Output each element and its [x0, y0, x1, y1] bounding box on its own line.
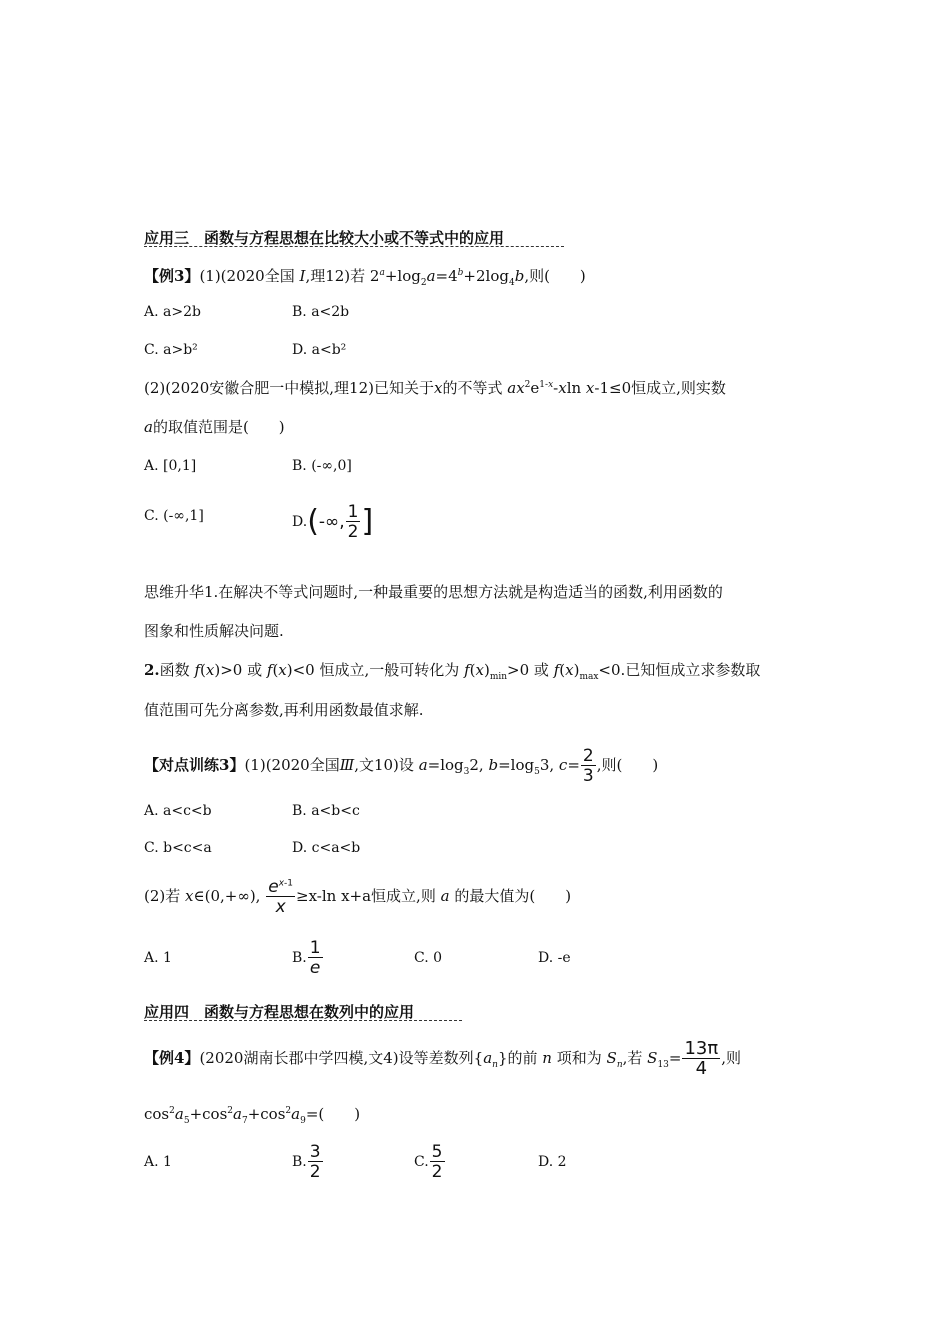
option-a: A. [0,1]	[144, 458, 197, 474]
option-b: B. a<b<c	[292, 803, 360, 819]
option-c: C. (-∞,1]	[144, 508, 204, 524]
example-4-question: 【例4】(2020湖南长郡中学四模,文4)设等差数列$\{a_n\}$的前 n 项和为 $S_n$,若 $S_{13}=$ $\frac{13\pi}{4}$ ,则	[144, 1037, 742, 1079]
option-b: B. (-∞,0]	[292, 458, 352, 474]
option-c: C. 0	[414, 950, 443, 966]
summary-paragraph-2-cont: 值范围可先分离参数,再利用函数最值求解.	[144, 701, 424, 719]
example-label: 【例3】	[144, 267, 200, 285]
option-c: C. a>b²	[144, 342, 198, 358]
option-a: A. 1	[144, 950, 172, 966]
heading-underline	[144, 1020, 462, 1021]
option-a: A. a<c<b	[144, 803, 212, 819]
option-d: D. 2	[538, 1154, 567, 1170]
option-a: A. a>2b	[144, 304, 201, 320]
example-4-question-cont: $\cos^2a_5+\cos^2a_7+\cos^2a_9=$( )	[144, 1105, 361, 1126]
summary-paragraph-2: 2.函数 f(x)>0 或 f(x)<0 恒成立,一般可转化为 $f(x)_{min}>0$ 或 $f(x)_{max}<0$.已知恒成立求参数取	[144, 661, 761, 682]
training-3-question-2: (2)若 x∈(0,+∞), $\frac{e^{x-1}}{x}$ ≥x-ln x+a恒成立,则 a 的最大值为( )	[144, 876, 572, 917]
option-d: D. c<a<b	[292, 840, 361, 856]
option-d: D.(-∞, $\frac{1}{2}$ ]	[292, 501, 374, 542]
option-c: C. $\frac{5}{2}$	[414, 1141, 443, 1182]
section-heading-4: 应用四 函数与方程思想在数列中的应用	[144, 1003, 415, 1021]
option-d: D. -e	[538, 950, 571, 966]
example-3-question-2-cont: a的取值范围是( )	[144, 418, 285, 436]
example-3-question-1: 【例3】(1)(2020全国 Ⅰ,理12)若 $2^a+\log_2a=4^b+2\log_4b$,则( )	[144, 267, 586, 288]
option-b: B. a<2b	[292, 304, 350, 320]
heading-underline	[144, 246, 564, 247]
example-label: 【例4】	[144, 1049, 200, 1067]
example-3-question-2: (2)(2020安徽合肥一中模拟,理12)已知关于x的不等式 $ax^2e^{1-x}$-xln x-1≤0恒成立,则实数	[144, 379, 726, 397]
section-heading-3: 应用三 函数与方程思想在比较大小或不等式中的应用	[144, 229, 505, 247]
option-b: B. $\frac{3}{2}$	[292, 1141, 321, 1182]
option-a: A. 1	[144, 1154, 172, 1170]
summary-paragraph-1-cont: 图象和性质解决问题.	[144, 622, 284, 640]
summary-paragraph-1: 思维升华1.在解决不等式问题时,一种最重要的思想方法就是构造适当的函数,利用函数的	[144, 583, 723, 601]
option-b: B. $\frac{1}{e}$	[292, 937, 321, 978]
option-c: C. b<c<a	[144, 840, 212, 856]
training-label: 【对点训练3】	[144, 756, 245, 774]
option-d: D. a<b²	[292, 342, 347, 358]
training-3-question-1: 【对点训练3】(1)(2020全国Ⅲ,文10)设 $a=\log_32$, $b=\log_53$, c= $\frac{2}{3}$ ,则( )	[144, 745, 659, 786]
